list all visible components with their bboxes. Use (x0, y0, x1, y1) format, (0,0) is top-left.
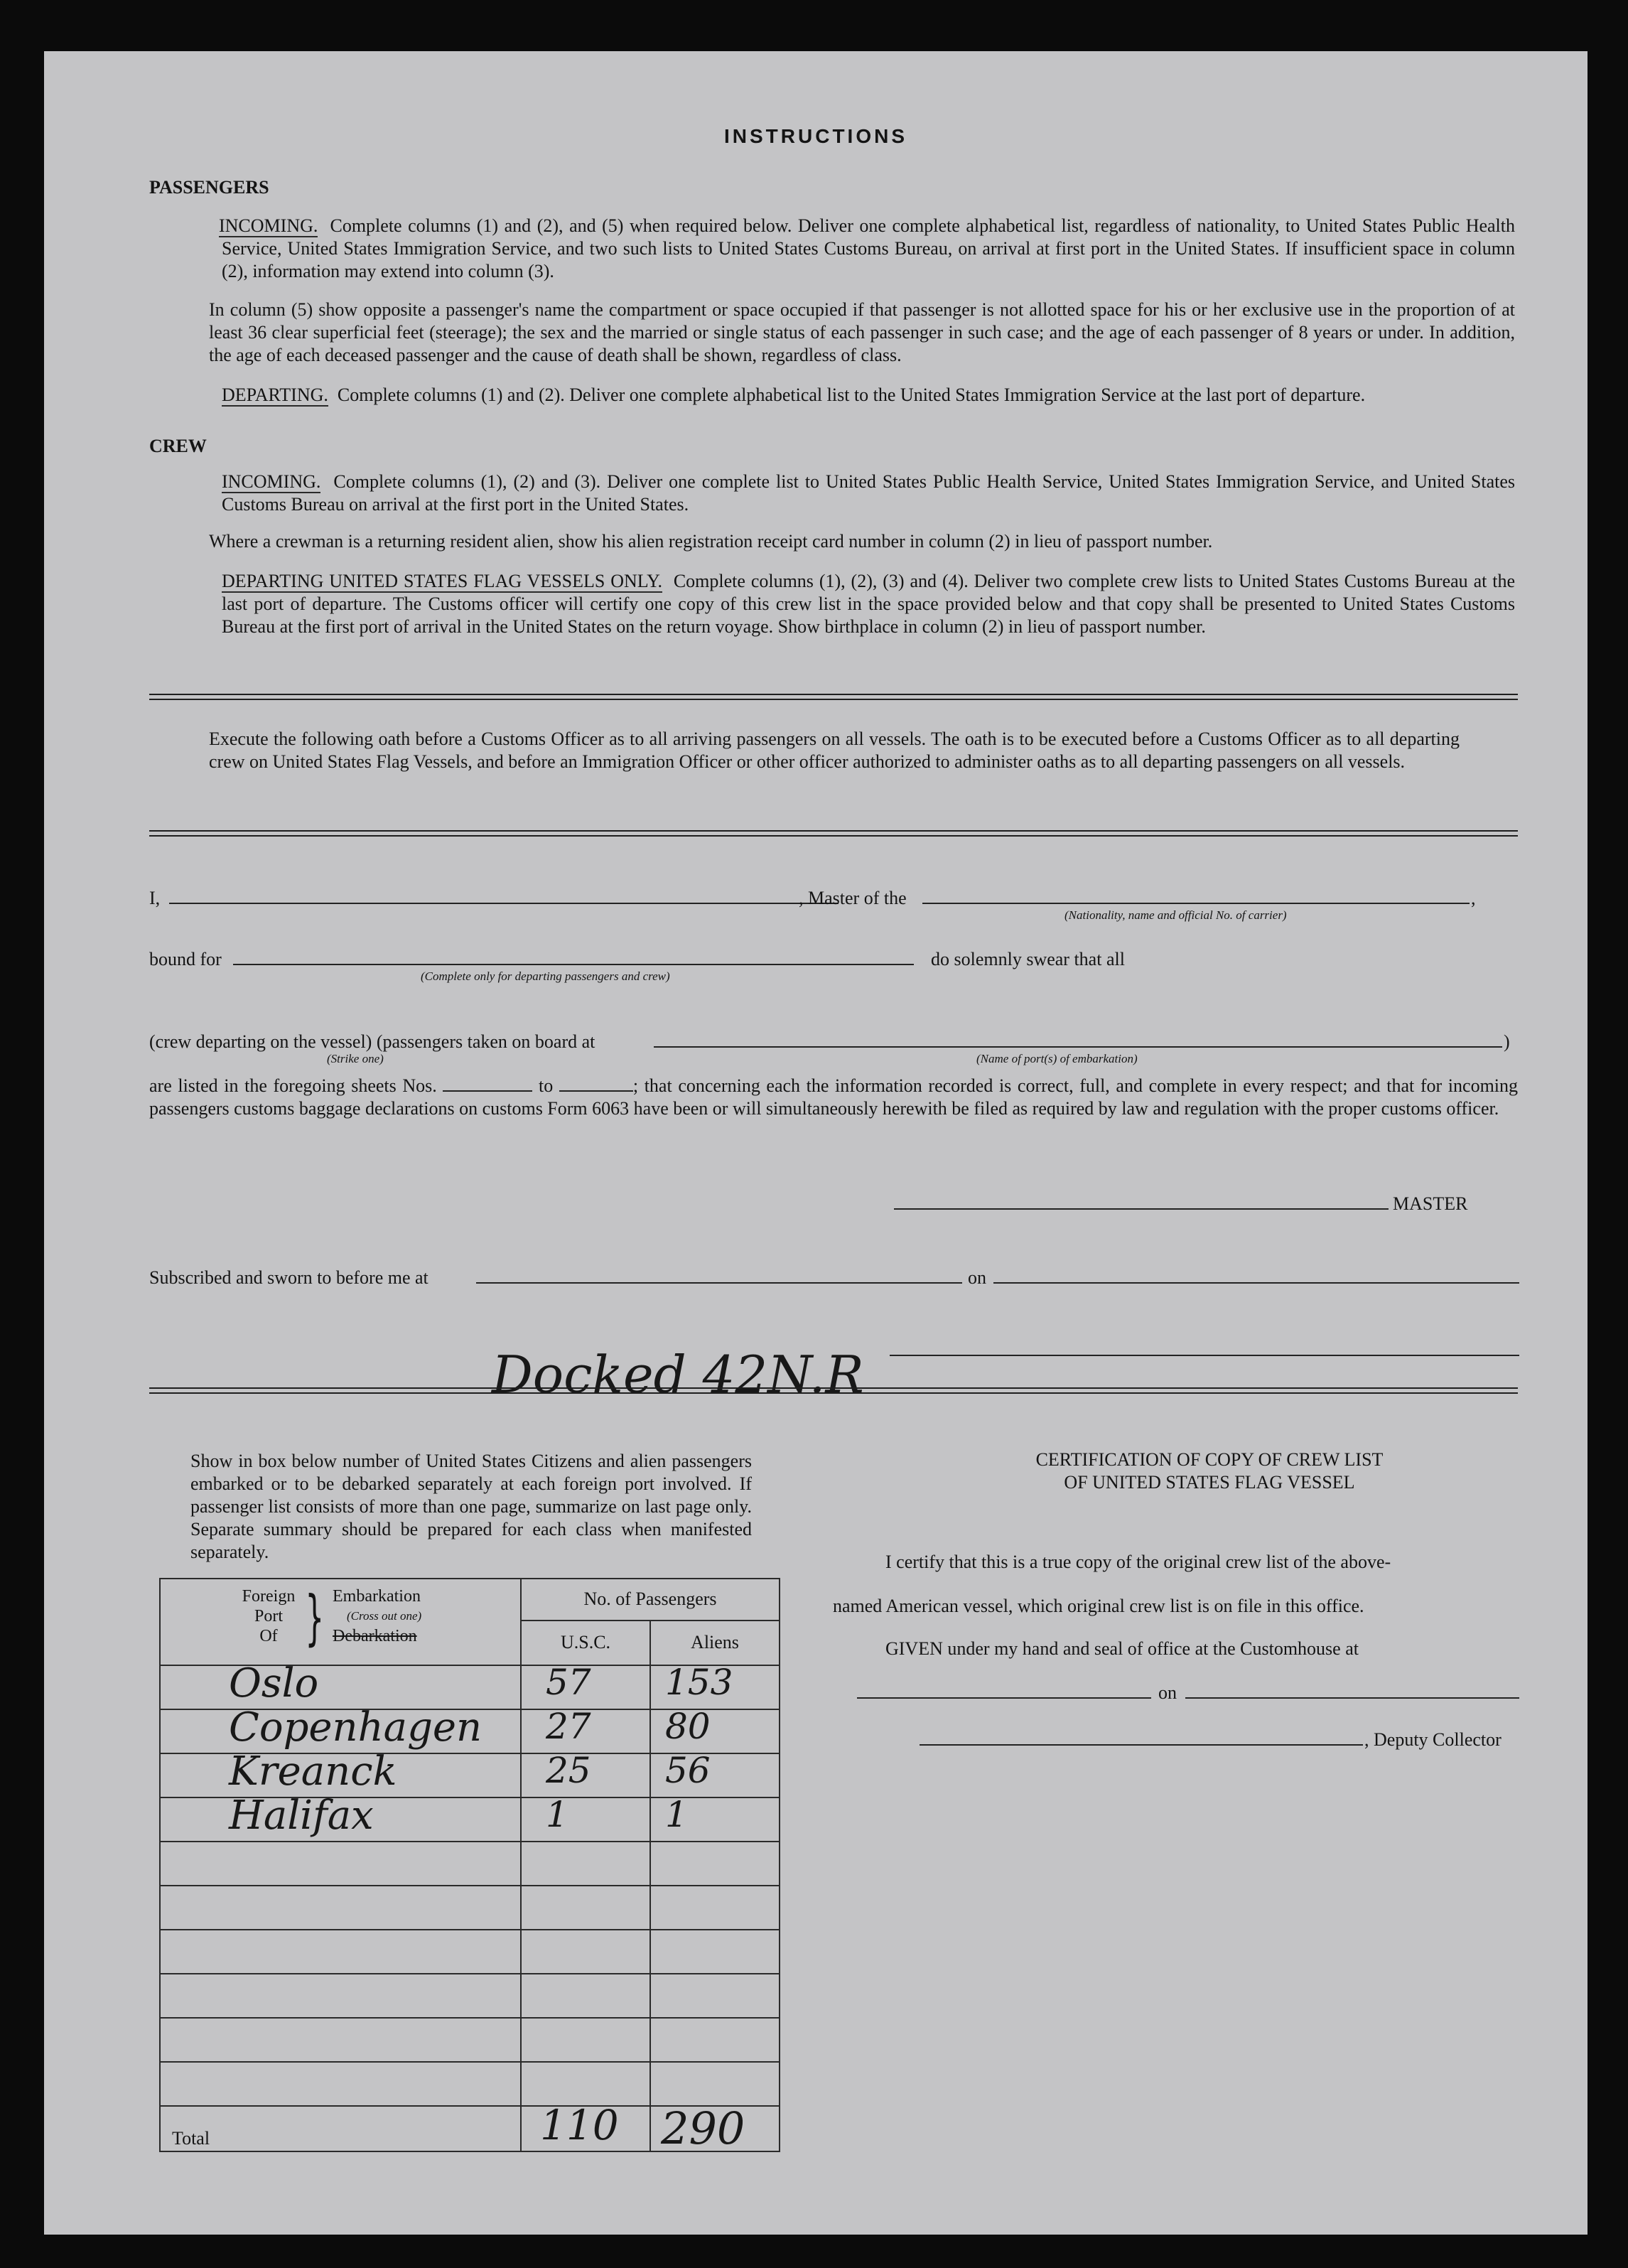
usc-count-cell (521, 1794, 650, 1842)
aliens-count-cell (650, 1750, 780, 1797)
carrier-field[interactable] (922, 903, 1470, 904)
usc-count-cell (521, 1974, 650, 2018)
certify-line1: I certify that this is a true copy of the original crew list of the above- (885, 1552, 1391, 1572)
crew-departing-label: DEPARTING UNITED STATES FLAG VESSELS ONLY. (222, 571, 663, 591)
subscribed-on-label: on (968, 1267, 986, 1288)
passengers-column5-paragraph: In column (5) show opposite a passenger's name the compartment or space occupied if that passenger is not allotted space for his or her exclusive use in the proportion of at least 36 clear superficial feet (steerage); the sex and the married or single status of each passenger in such case; and the age of each passenger of 8 years or under. In addition, the age of each deceased passenger and the cause of death shall be shown, regardless of class. (209, 299, 1515, 365)
deputy-collector-label: , Deputy Collector (1364, 1729, 1502, 1750)
passengers-departing-paragraph (222, 384, 1515, 407)
aliens-count-cell (650, 1974, 780, 2018)
usc-count: 57 (546, 1662, 591, 1703)
handwritten-docked-note: Docked 42N.R (492, 1345, 864, 1404)
port-name-cell (160, 1793, 521, 1842)
table-row (160, 1797, 780, 1842)
port-name-cell (160, 1930, 521, 1974)
table-row (160, 1930, 780, 1974)
foreign-label: Foreign (242, 1587, 296, 1606)
total-aliens: 290 (661, 2102, 745, 2154)
port-name: Copenhagen (229, 1704, 483, 1751)
deputy-signature-field[interactable] (920, 1744, 1363, 1746)
aliens-count-cell (650, 1794, 780, 1842)
oath-i-label: I, (149, 888, 161, 908)
aliens-count-cell (650, 1886, 780, 1930)
crew-incoming-paragraph (222, 471, 1515, 516)
port-name-cell (160, 1704, 521, 1753)
table-row (160, 2062, 780, 2106)
certification-title-line2: OF UNITED STATES FLAG VESSEL (1064, 1472, 1355, 1493)
box-instruction: Show in box below number of United States Citizens and alien passengers embarked or to be debarked separately at each foreign port involved. If passenger list consists of more than one page, summarize on last page only. Separate summary should be prepared for each class when manifested separately. (190, 1451, 752, 1562)
divider-rule (149, 830, 1518, 837)
listed-prefix: are listed in the foregoing sheets Nos. (149, 1075, 437, 1096)
subscribed-text: Subscribed and sworn to before me at (149, 1267, 428, 1288)
aliens-count-cell (650, 1662, 780, 1709)
certify-line2: named American vessel, which original crew list is on file in this office. (833, 1596, 1364, 1616)
total-usc: 110 (540, 2101, 619, 2149)
strike-one-caption: (Strike one) (327, 1052, 384, 1065)
usc-count-cell (521, 1842, 650, 1886)
crew-resident-paragraph: Where a crewman is a returning resident alien, show his alien registration receipt card number in column (2) in lieu of passport number. (209, 531, 1213, 552)
passengers-incoming-paragraph (219, 215, 1516, 283)
usc-count-cell (521, 1706, 650, 1753)
usc-count-cell (521, 1750, 650, 1797)
listed-rest: ; that concerning each the information recorded is correct, full, and complete in every respect; and that for incoming passengers customs baggage declarations on customs Form 6063 have been or will simultaneously herewith be filed as required by law and regulation with the proper customs officer. (149, 1075, 1519, 1119)
port-name-cell (160, 1748, 521, 1797)
passengers-departing-text: Complete columns (1) and (2). Deliver one complete alphabetical list to the United States Immigration Service at the last port of departure. (337, 385, 1366, 405)
carrier-caption: (Nationality, name and official No. of carrier) (1064, 908, 1287, 922)
table-row (160, 1842, 780, 1886)
aliens-count-cell (650, 1706, 780, 1753)
master-signature-field[interactable] (894, 1208, 1389, 1210)
usc-count: 1 (546, 1794, 568, 1835)
usc-count-cell (521, 1930, 650, 1974)
passenger-summary-table (159, 1578, 780, 2152)
aliens-count: 153 (665, 1662, 733, 1703)
port-name-cell (160, 1886, 521, 1930)
master-name-field[interactable] (169, 903, 839, 904)
form-sheet (44, 51, 1587, 2235)
aliens-count-cell (650, 2018, 780, 2062)
total-label: Total (172, 2128, 210, 2149)
crew-passengers-text: (crew departing on the vessel) (passengers taken on board at (149, 1031, 595, 1052)
swear-text: do solemnly swear that all (931, 949, 1125, 969)
sheet-to-field[interactable] (559, 1076, 633, 1092)
embarkation-label: Embarkation (333, 1587, 421, 1606)
total-aliens-cell (650, 2102, 780, 2154)
page-title: INSTRUCTIONS (724, 125, 907, 147)
aliens-count: 1 (665, 1794, 688, 1835)
port-label: Port (254, 1607, 283, 1625)
comma: , (1471, 888, 1476, 908)
table-row (160, 1886, 780, 1930)
table-row (160, 2018, 780, 2062)
port-name-cell (160, 2062, 521, 2106)
of-label: Of (259, 1627, 278, 1645)
usc-count: 27 (546, 1706, 591, 1747)
passengers-incoming-text: Complete columns (1) and (2), and (5) when required below. Deliver one complete alphabetical list, regardless of nationality, to United States Public Health Service, United States Immigration Service, and two such lists to United States Customs Bureau, on arrival at first port in the United States. If insufficient space in column (2), information may extend into column (3). (222, 215, 1516, 281)
listed-paragraph (149, 1075, 1518, 1120)
usc-count-cell (521, 1662, 650, 1709)
bound-for-field[interactable] (233, 964, 914, 965)
bound-for-caption: (Complete only for departing passengers and crew) (421, 969, 670, 983)
port-name: Kreanck (229, 1748, 397, 1795)
certification-on-label: on (1158, 1682, 1177, 1703)
passengers-heading: PASSENGERS (149, 177, 269, 198)
port-name: Oslo (229, 1660, 319, 1707)
officer-signature-field[interactable] (890, 1355, 1519, 1356)
usc-count-cell (521, 2062, 650, 2106)
table-row (160, 1709, 780, 1753)
aliens-count: 80 (665, 1706, 711, 1747)
certification-title-line1: CERTIFICATION OF COPY OF CREW LIST (1035, 1449, 1384, 1470)
master-of-label: , Master of the (799, 888, 907, 908)
debarkation-label: Debarkation (333, 1627, 417, 1645)
sheet-from-field[interactable] (443, 1076, 532, 1092)
divider-rule (149, 694, 1518, 700)
port-name-cell (160, 1842, 521, 1886)
ports-caption: (Name of port(s) of embarkation) (976, 1052, 1138, 1065)
foreign-port-header (160, 1579, 521, 1665)
close-paren: ) (1504, 1031, 1510, 1052)
embarkation-port-field[interactable] (654, 1046, 1502, 1048)
usc-count: 25 (546, 1750, 591, 1791)
subscribed-date-field[interactable] (993, 1282, 1519, 1284)
subscribed-place-field[interactable] (476, 1282, 962, 1284)
brace-icon: } (305, 1583, 325, 1652)
crew-incoming-text: Complete columns (1), (2) and (3). Deliver one complete list to United States Public Health Service, United States Immigration Service, and United States Customs Bureau on arrival at the first port in the United States. (222, 471, 1515, 515)
no-passengers-header: No. of Passengers (521, 1579, 780, 1621)
passengers-departing-label: DEPARTING. (222, 385, 328, 405)
aliens-header: Aliens (650, 1621, 780, 1665)
crew-departing-paragraph (222, 570, 1515, 638)
divider-rule (149, 1387, 1518, 1394)
crew-departing-text: Complete columns (1), (2), (3) and (4). Deliver two complete crew lists to United States Customs Bureau at the last port of departure. The Customs officer will certify one copy of this crew list in the space provided below and that copy shall be presented to United States Customs Bureau at the first port of arrival in the United States on the return voyage. Show birthplace in column (2) in lieu of passport number. (222, 571, 1515, 637)
certification-title (861, 1449, 1558, 1494)
usc-count-cell (521, 2018, 650, 2062)
oath-instruction: Execute the following oath before a Customs Officer as to all arriving passengers on all vessels. The oath is to be executed before a Customs Officer as to all departing crew on United States Flag Vessels, and before an Immigration Officer or other officer authorized to administer oaths as to all departing passengers on all vessels. (209, 729, 1460, 772)
total-usc-cell (521, 2101, 650, 2151)
port-name-cell (160, 1660, 521, 1709)
usc-header: U.S.C. (521, 1621, 650, 1665)
usc-count-cell (521, 1886, 650, 1930)
port-name-cell (160, 1974, 521, 2018)
aliens-count-cell (650, 2062, 780, 2106)
port-name-cell (160, 2018, 521, 2062)
aliens-count: 56 (665, 1750, 711, 1791)
aliens-count-cell (650, 1930, 780, 1974)
given-text: GIVEN under my hand and seal of office at the Customhouse at (885, 1638, 1359, 1659)
bound-for-label: bound for (149, 949, 222, 969)
table-row (160, 1974, 780, 2018)
master-label: MASTER (1393, 1193, 1468, 1214)
total-row-label-cell (160, 2106, 521, 2151)
customhouse-field[interactable] (857, 1697, 1151, 1699)
crew-incoming-label: INCOMING. (222, 471, 321, 492)
table-row (160, 1665, 780, 1709)
port-name: Halifax (229, 1793, 374, 1839)
passengers-incoming-label: INCOMING. (219, 215, 318, 236)
cross-out-caption: (Cross out one) (347, 1609, 422, 1623)
crew-heading: CREW (149, 436, 207, 456)
aliens-count-cell (650, 1842, 780, 1886)
certification-date-field[interactable] (1185, 1697, 1519, 1699)
listed-to: to (539, 1075, 554, 1096)
table-row (160, 1753, 780, 1797)
